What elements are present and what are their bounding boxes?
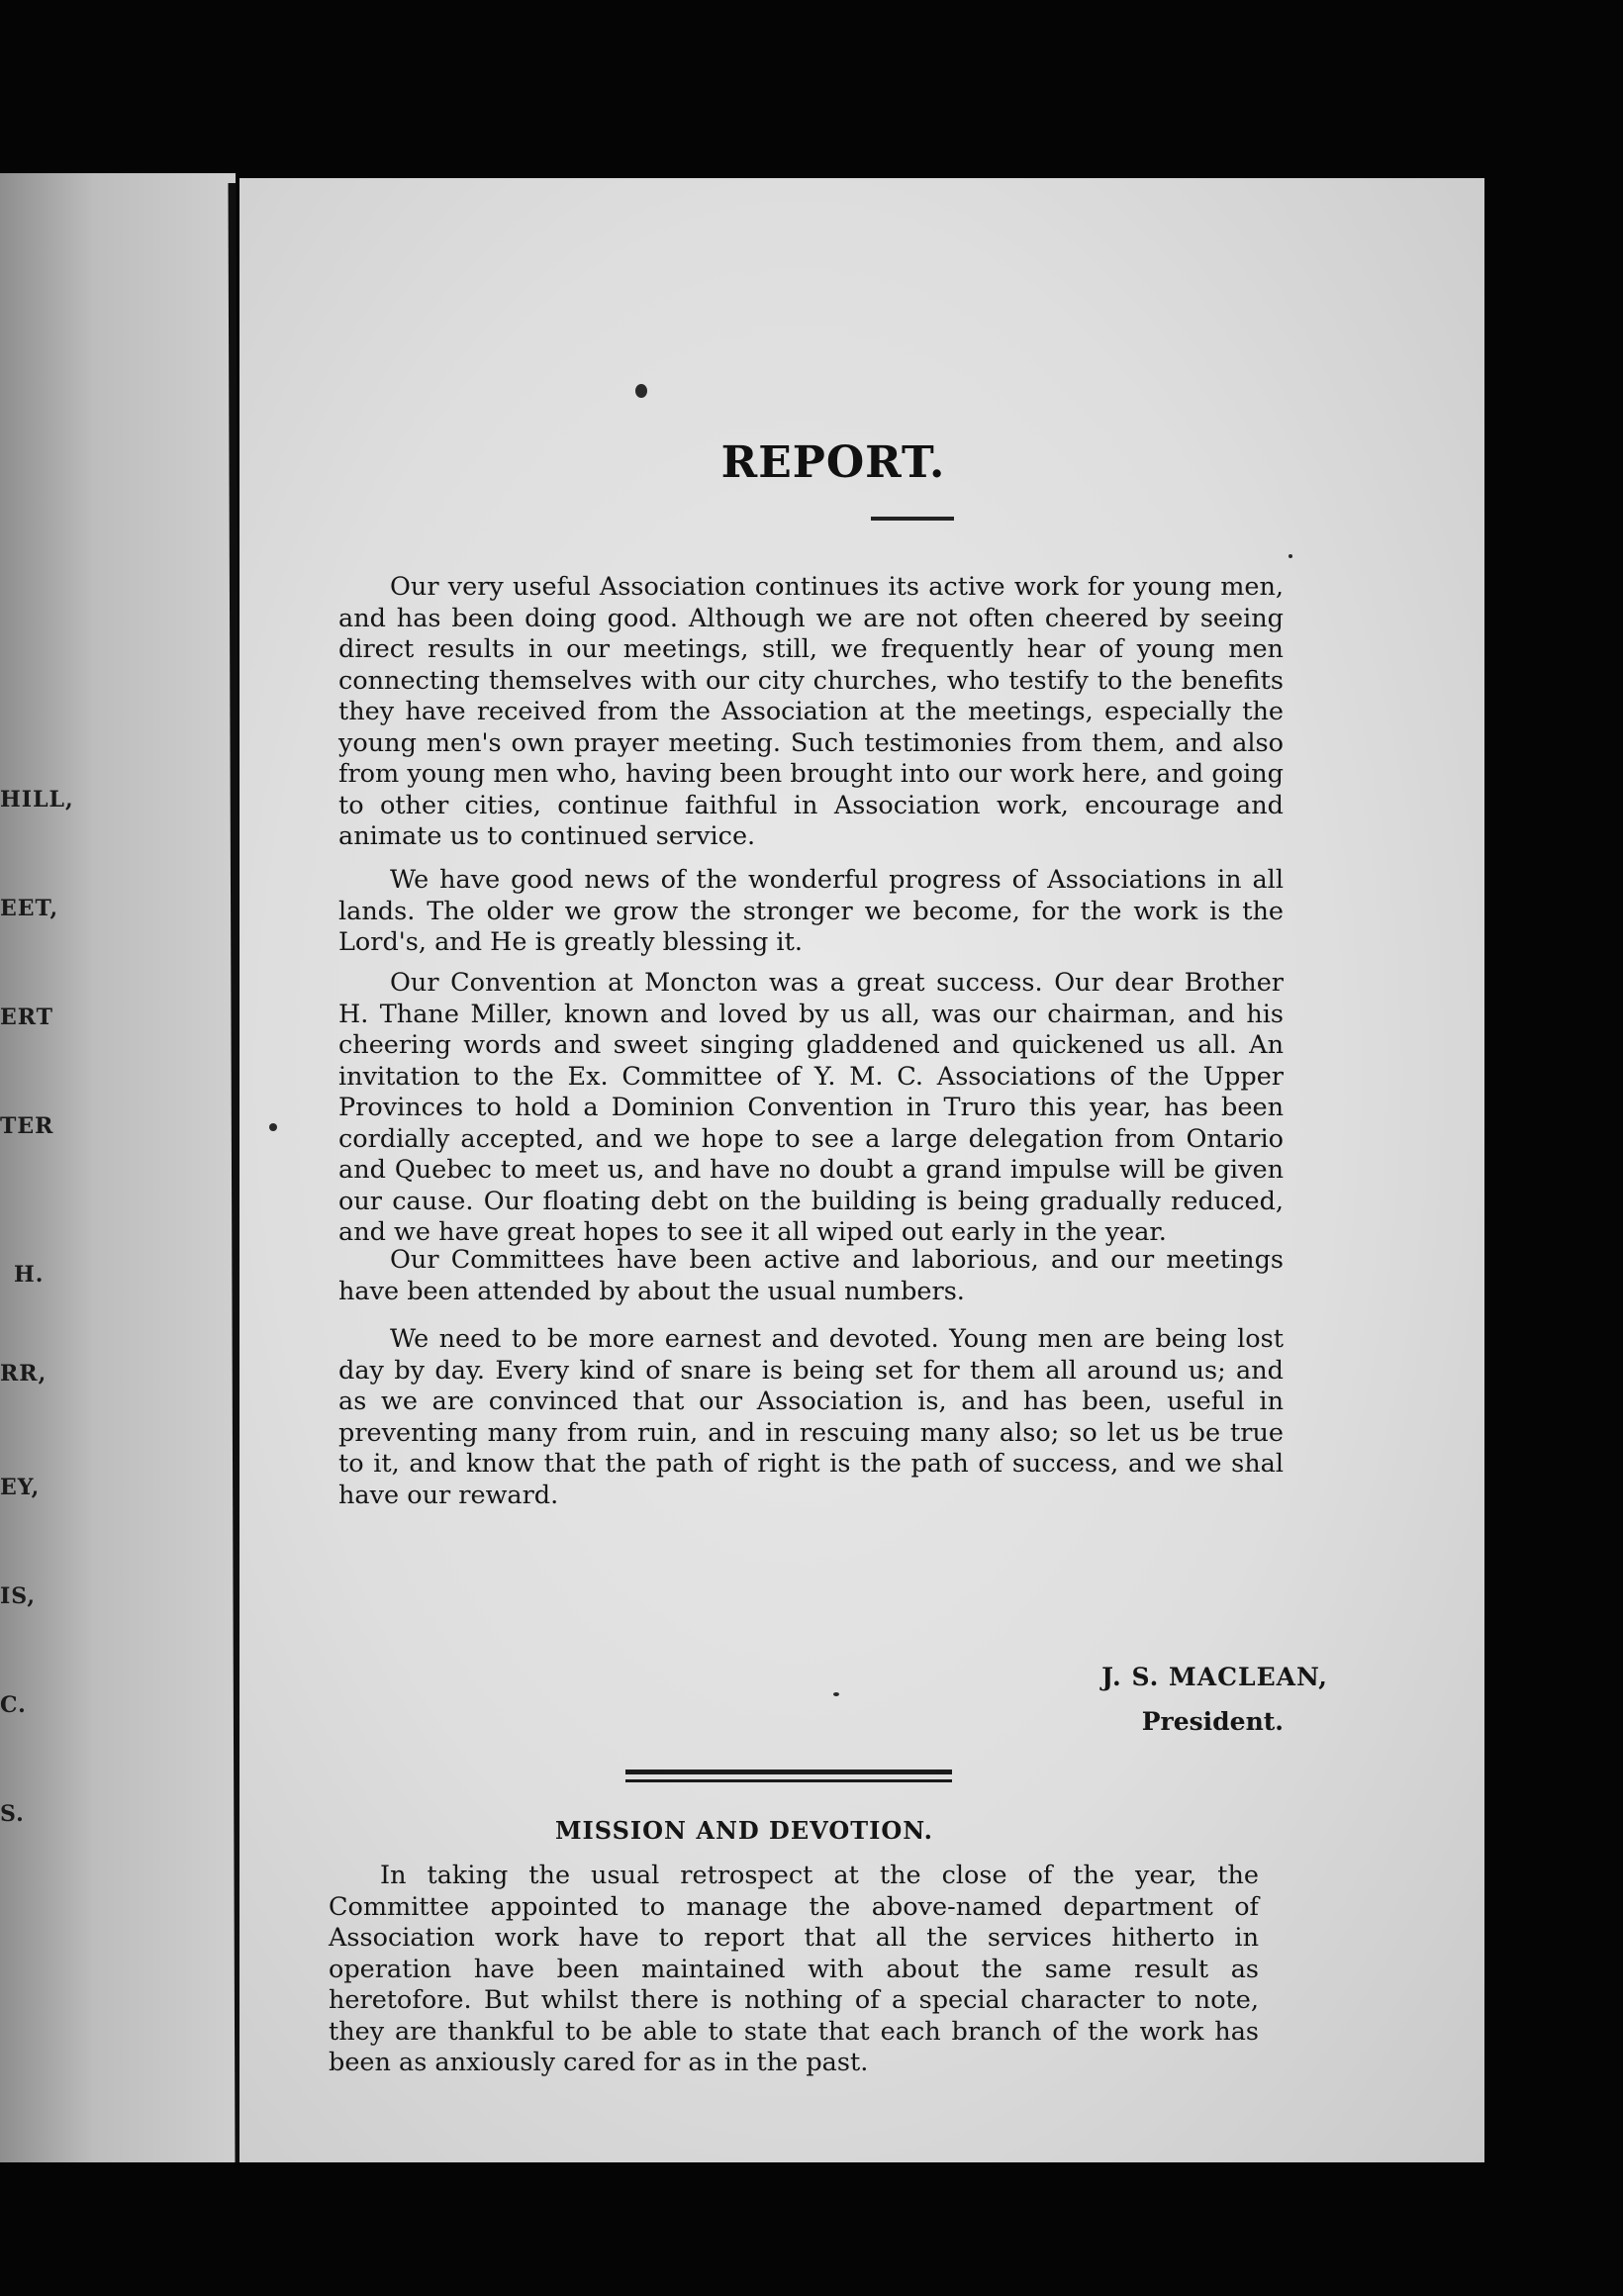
paper-speck bbox=[833, 1692, 839, 1696]
left-page-fragment: H. bbox=[14, 1262, 45, 1288]
left-page-fragment: EY, bbox=[0, 1475, 41, 1500]
signature-name: J. S. MACLEAN, bbox=[1101, 1663, 1328, 1691]
left-page-fragment: TER bbox=[0, 1113, 54, 1139]
report-paragraph: Our Committees have been active and laborious, and our meetings have been attended by about the usual numbers. bbox=[338, 1245, 1284, 1306]
left-page-fragment: ERT bbox=[0, 1004, 54, 1030]
title-underline bbox=[871, 517, 954, 521]
left-facing-page bbox=[0, 173, 236, 2162]
mission-paragraph: In taking the usual retrospect at the close of the year, the Committee appointed to manage the above-named department of Association work have to report that all the services hitherto in operation have been maintained with about the same result as heretofore. But whilst there is nothing of a special character to note, they are thankful to be able to state that each branch of the work has been as anxiously cared for as in the past. bbox=[329, 1861, 1259, 2077]
paper-speck bbox=[1289, 554, 1292, 558]
section-title: MISSION AND DEVOTION. bbox=[554, 1816, 934, 1845]
left-page-fragment: HILL, bbox=[0, 787, 74, 813]
section-divider bbox=[625, 1770, 952, 1785]
signature-title: President. bbox=[1141, 1707, 1284, 1736]
page-title: REPORT. bbox=[720, 437, 946, 488]
report-paragraph: We need to be more earnest and devoted. Young men are being lost day by day. Every kind of snare is being set for them all around us; and as we are convinced that our Association is, and has been, useful in preventing many from ruin, and in rescuing many also; so let us be true to it, and know that the path of right is the path of success, and we shal have our reward. bbox=[338, 1324, 1284, 1510]
report-paragraph: Our very useful Association continues its active work for young men, and has been doing good. Although we are not often cheered by seeing direct results in our meetings, still, we frequently hear of young men connecting themselves with our city churches, who testify to the benefits they have received from the Association at the meetings, especially the young men's own prayer meeting. Such testimonies from them, and also from young men who, having been brought into our work here, and going to other cities, continue faithful in Association work, encourage and animate us to continued service. bbox=[338, 572, 1284, 851]
report-paragraph: Our Convention at Moncton was a great success. Our dear Brother H. Thane Miller, known and loved by us all, was our chairman, and his cheering words and sweet singing gladdened and quickened us all. An invitation to the Ex. Committee of Y. M. C. Associations of the Upper Provinces to hold a Dominion Convention in Truro this year, has been cordially accepted, and we hope to see a large delegation from Ontario and Quebec to meet us, and have no doubt a grand impulse will be given our cause. Our floating debt on the building is being gradually reduced, and we have great hopes to see it all wiped out early in the year. bbox=[338, 968, 1284, 1247]
left-page-fragment: S. bbox=[0, 1801, 25, 1827]
left-page-fragment: C. bbox=[0, 1692, 27, 1718]
left-page-fragment: IS, bbox=[0, 1583, 37, 1609]
paper-speck bbox=[635, 384, 647, 398]
left-page-fragment: RR, bbox=[0, 1361, 48, 1387]
report-paragraph: We have good news of the wonderful progress of Associations in all lands. The older we grow the stronger we become, for the work is the Lord's, and He is greatly blessing it. bbox=[338, 865, 1284, 957]
paper-speck bbox=[269, 1123, 277, 1131]
left-page-fragment: EET, bbox=[0, 896, 59, 921]
report-page bbox=[239, 178, 1484, 2162]
